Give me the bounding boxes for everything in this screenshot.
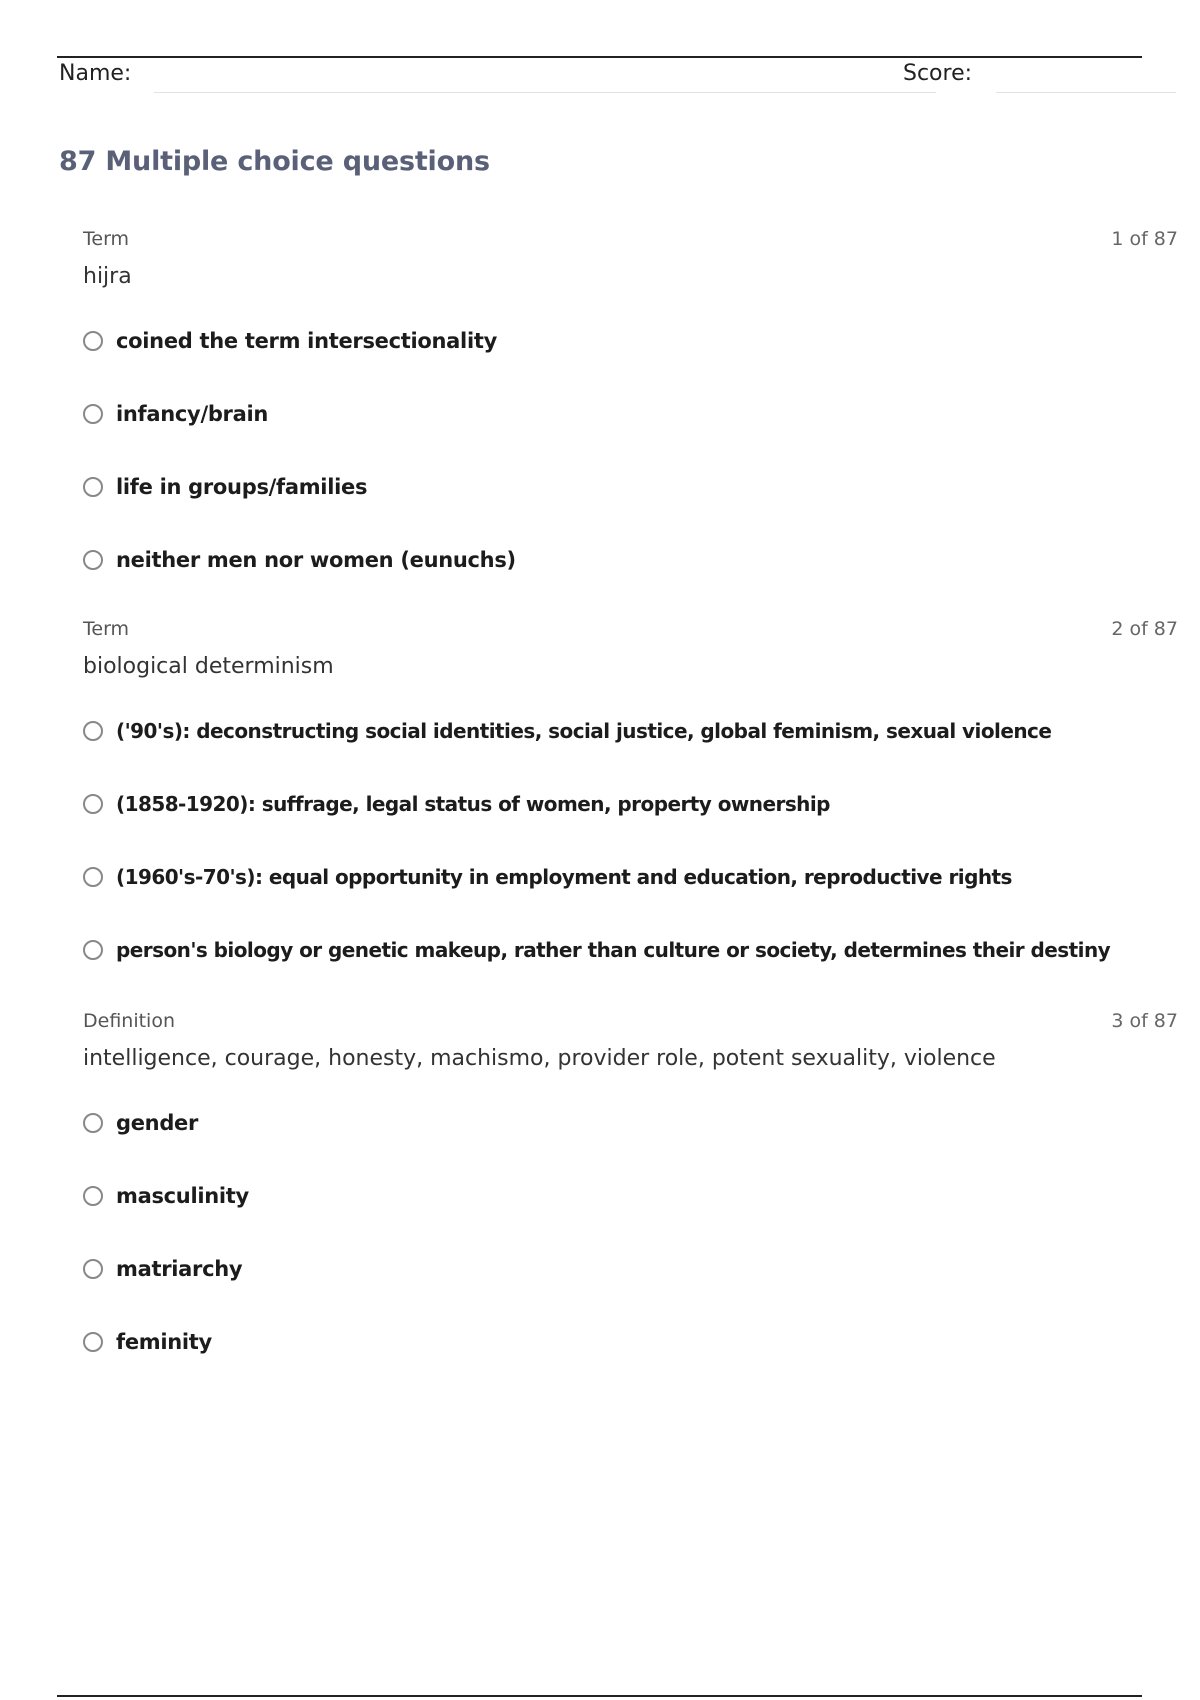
answer-option[interactable] [83, 326, 497, 356]
question-prompt: biological determinism [83, 654, 334, 679]
top-rule [57, 56, 1142, 58]
answer-option[interactable] [83, 472, 367, 502]
radio-button[interactable] [83, 867, 103, 887]
question-1 [83, 228, 1178, 588]
radio-button[interactable] [83, 331, 103, 351]
radio-button[interactable] [83, 794, 103, 814]
question-2 [83, 618, 1178, 978]
question-prompt: hijra [83, 264, 132, 289]
page-title: 87 Multiple choice questions [59, 146, 490, 177]
answer-option[interactable] [83, 862, 1012, 892]
radio-button[interactable] [83, 940, 103, 960]
question-kind: Definition [83, 1010, 176, 1032]
answer-option[interactable] [83, 1254, 242, 1284]
radio-button[interactable] [83, 1259, 103, 1279]
answer-option[interactable] [83, 399, 268, 429]
question-kind: Term [83, 618, 130, 640]
question-3 [83, 1010, 1178, 1370]
option-label: feminity [116, 1330, 212, 1354]
radio-button[interactable] [83, 404, 103, 424]
question-counter: 1 of 87 [1111, 228, 1178, 250]
option-label: gender [116, 1111, 199, 1135]
answer-option[interactable] [83, 1108, 198, 1138]
option-label: life in groups/families [116, 475, 368, 499]
option-label: (1858-1920): suffrage, legal status of women, property ownership [116, 792, 830, 816]
radio-button[interactable] [83, 477, 103, 497]
question-counter: 2 of 87 [1111, 618, 1178, 640]
radio-button[interactable] [83, 1332, 103, 1352]
question-kind: Term [83, 228, 130, 250]
radio-button[interactable] [83, 721, 103, 741]
answer-option[interactable] [83, 1327, 212, 1357]
option-label: masculinity [116, 1184, 249, 1208]
bottom-rule [57, 1695, 1142, 1697]
option-label: (1960's-70's): equal opportunity in employment and education, reproductive rights [116, 865, 1012, 889]
question-counter: 3 of 87 [1111, 1010, 1178, 1032]
answer-option[interactable] [83, 789, 830, 819]
option-label: infancy/brain [116, 402, 269, 426]
option-label: coined the term intersectionality [116, 329, 497, 353]
answer-option[interactable] [83, 935, 1110, 965]
score-label: Score: [903, 61, 973, 86]
name-field[interactable] [154, 92, 936, 93]
radio-button[interactable] [83, 1113, 103, 1133]
answer-option[interactable] [83, 716, 1051, 746]
option-label: matriarchy [116, 1257, 243, 1281]
name-label: Name: [59, 61, 132, 86]
option-label: ('90's): deconstructing social identities, social justice, global feminism, sexual violence [116, 719, 1052, 743]
answer-option[interactable] [83, 545, 516, 575]
answer-option[interactable] [83, 1181, 249, 1211]
radio-button[interactable] [83, 1186, 103, 1206]
option-label: neither men nor women (eunuchs) [116, 548, 516, 572]
name-score-row [59, 60, 1179, 100]
question-prompt: intelligence, courage, honesty, machismo, provider role, potent sexuality, violence [83, 1046, 996, 1071]
score-field[interactable] [996, 92, 1176, 93]
option-label: person's biology or genetic makeup, rather than culture or society, determines their destiny [116, 938, 1111, 962]
radio-button[interactable] [83, 550, 103, 570]
